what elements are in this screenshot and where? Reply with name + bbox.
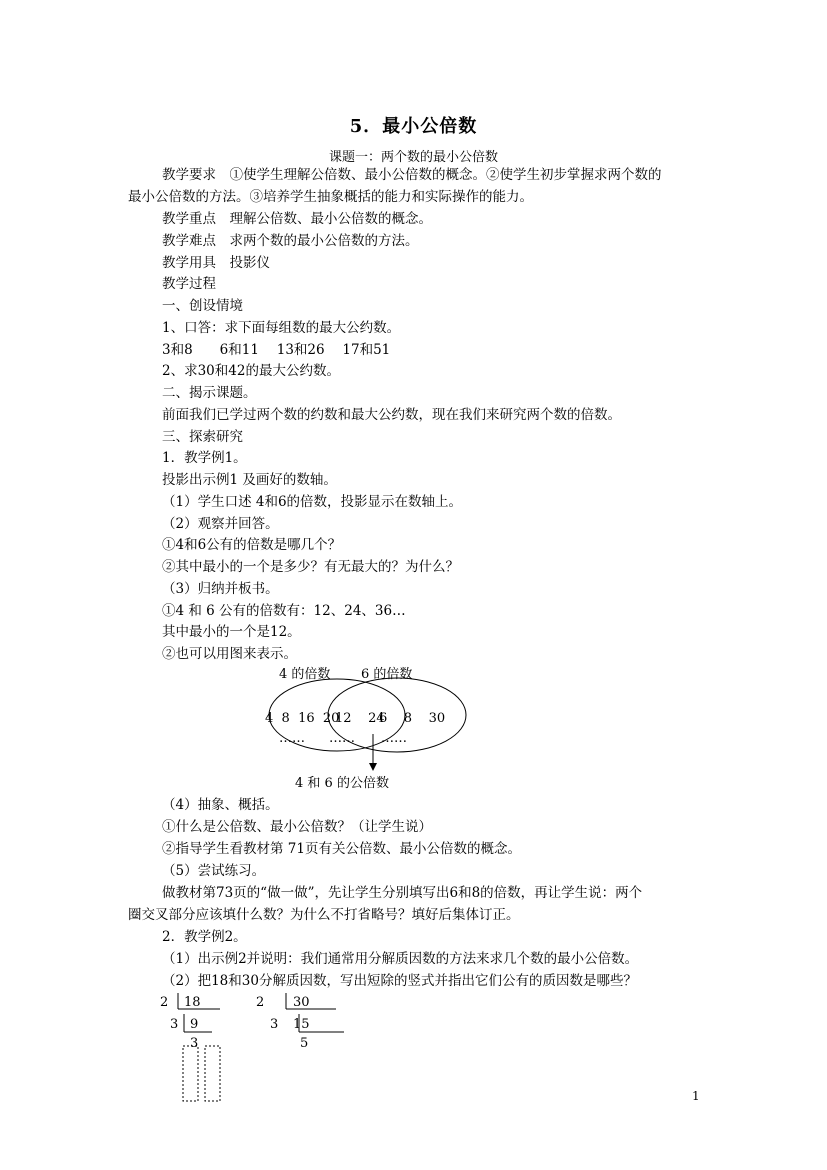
division-a-divisor1: 2 — [160, 995, 169, 1010]
division-b-divisor2: 3 — [270, 1017, 279, 1032]
text-line: 1．教学例1。 — [162, 450, 247, 466]
text-line: 圈交叉部分应该填什么数？为什么不打省略号？填好后集体订正。 — [128, 907, 520, 923]
venn-dots-mid: …… — [329, 731, 355, 746]
venn-label-left: 4 的倍数 — [279, 667, 331, 682]
venn-right-numbers: 6 8 30 — [379, 711, 446, 726]
text-line: （3）归纳并板书。 — [162, 581, 279, 597]
text-line: 一、创设情境 — [162, 298, 243, 314]
text-line: 教学过程 — [162, 276, 216, 292]
text-line: 2．教学例2。 — [162, 929, 247, 945]
page-title: 5．最小公倍数 — [349, 116, 478, 137]
venn-caption: 4 和 6 的公倍数 — [295, 776, 389, 791]
text-line: 教学要求 ①使学生理解公倍数、最小公倍数的概念。②使学生初步掌握求两个数的 — [162, 167, 662, 183]
text-line: 其中最小的一个是12。 — [162, 624, 301, 640]
text-line: （2）观察并回答。 — [162, 516, 279, 532]
text-line: （4）抽象、概括。 — [162, 797, 279, 813]
text-line: 教学重点 理解公倍数、最小公倍数的概念。 — [162, 211, 432, 227]
text-line: 投影出示例1 及画好的数轴。 — [162, 472, 337, 488]
text-line: ②指导学生看教材第 71页有关公倍数、最小公倍数的概念。 — [162, 841, 521, 857]
division-a-divisor2: 3 — [170, 1017, 179, 1032]
text-line: 做教材第73页的“做一做”，先让学生分别填写出6和8的倍数，再让学生说：两个 — [162, 885, 643, 901]
text-line: 2、求30和42的最大公约数。 — [162, 363, 340, 379]
text-line: ①4和6公有的倍数是哪几个？ — [162, 537, 342, 553]
division-b-result: 5 — [300, 1036, 309, 1051]
text-line: 1、口答：求下面每组数的最大公约数。 — [162, 320, 401, 336]
division-b-num1: 30 — [293, 995, 310, 1010]
division-b-divisor1: 2 — [256, 995, 265, 1010]
dashed-box-left — [183, 1046, 198, 1101]
venn-label-right: 6 的倍数 — [361, 667, 413, 682]
text-line: ②也可以用图来表示。 — [162, 646, 297, 662]
division-a-result: 3 — [190, 1036, 199, 1051]
division-a-num1: 18 — [184, 995, 201, 1010]
text-line: 3和8 6和11 13和26 17和51 — [162, 342, 391, 358]
text-line: 教学用具 投影仪 — [162, 255, 270, 271]
subtitle: 课题一：两个数的最小公倍数 — [328, 150, 498, 165]
venn-left-numbers: 4 8 16 20 — [265, 711, 340, 726]
text-line: 教学难点 求两个数的最小公倍数的方法。 — [162, 233, 419, 249]
text-line: （1）学生口述 4和6的倍数，投影显示在数轴上。 — [162, 494, 463, 510]
venn-dots-left: …… — [279, 731, 305, 746]
text-line: 二、揭示课题。 — [162, 385, 257, 401]
text-line: 最小公倍数的方法。③培养学生抽象概括的能力和实际操作的能力。 — [128, 189, 533, 205]
text-line: ①什么是公倍数、最小公倍数？（让学生说） — [162, 819, 432, 835]
page-number: 1 — [692, 1089, 700, 1103]
venn-dots-right: …… — [381, 731, 407, 746]
text-line: ①4 和 6 公有的倍数有：12、24、36… — [162, 603, 406, 619]
venn-common-numbers: 12 24 — [335, 711, 385, 726]
text-line: （1）出示例2并说明：我们通常用分解质因数的方法来求几个数的最小公倍数。 — [162, 951, 639, 967]
division-b-num2: 15 — [293, 1017, 310, 1032]
text-line: （2）把18和30分解质因数，写出短除的竖式并指出它们公有的质因数是哪些？ — [162, 973, 637, 989]
text-line: 前面我们已学过两个数的约数和最大公约数，现在我们来研究两个数的倍数。 — [162, 407, 621, 423]
text-line: （5）尝试练习。 — [162, 863, 266, 879]
venn-diagram — [255, 660, 485, 795]
dashed-box-right — [205, 1046, 220, 1101]
text-line: 三、探索研究 — [162, 429, 243, 445]
arrow-head — [369, 763, 377, 771]
division-a-num2: 9 — [190, 1017, 199, 1032]
text-line: ②其中最小的一个是多少？有无最大的？为什么？ — [162, 559, 459, 575]
short-division-diagram — [150, 990, 360, 1105]
